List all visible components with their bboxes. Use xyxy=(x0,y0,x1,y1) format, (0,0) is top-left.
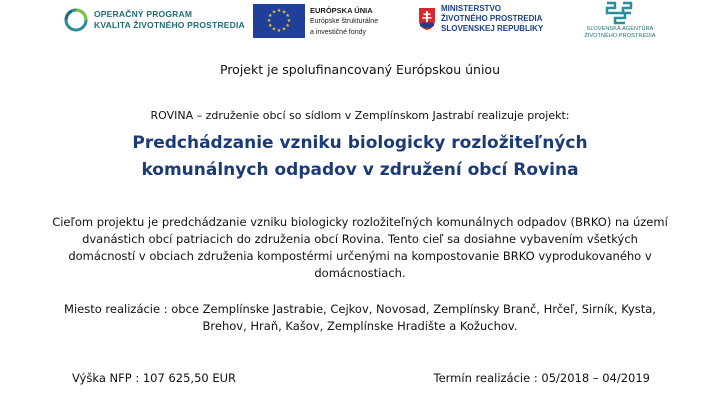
svg-text:★: ★ xyxy=(276,8,282,14)
sazp-icon xyxy=(603,0,637,26)
project-title: Predchádzanie vzniku biologicky rozložiteľných komunálnych odpadov v združení obcí Rovina xyxy=(132,133,588,180)
ministry-line3: SLOVENSKEJ REPUBLIKY xyxy=(441,24,544,33)
logo-bar xyxy=(0,0,720,48)
svg-text:★: ★ xyxy=(268,23,273,29)
realization-term: Termín realizácie : 05/2018 – 04/2019 xyxy=(433,371,650,385)
op-kzp-icon xyxy=(64,8,88,32)
svg-text:★: ★ xyxy=(276,28,282,34)
project-goal-paragraph: Cieľom projektu je predchádzanie vzniku biologicky rozložiteľných komunálnych odpadov (BRKO) na území dvanástich obcí patriacich do združenia obcí Rovina. Tento cieľ sa dosiahne vybavením všetkých domácností v obciach združenia kompostérmi určenými na kompostovanie BRKO vyprodukovaného v domácnostiach. xyxy=(52,215,668,280)
intro-line: ROVINA – združenie obcí so sídlom v Zemplínskom Jastrabí realizuje projekt: xyxy=(150,109,570,122)
ministry-line1: MINISTERSTVO xyxy=(441,4,502,13)
ministry-line2: ŽIVOTNÉHO PROSTREDIA xyxy=(441,14,543,23)
sazp-line2: ŽIVOTNÉHO PROSTREDIA xyxy=(584,32,656,39)
svg-text:★: ★ xyxy=(285,13,290,19)
eu-text xyxy=(310,5,378,38)
svg-text:★: ★ xyxy=(281,9,287,16)
eu-flag-icon xyxy=(253,4,305,38)
svg-text:★: ★ xyxy=(266,18,272,24)
ministry-text xyxy=(441,4,543,34)
sazp-line1: SLOVENSKÁ AGENTÚRA xyxy=(586,26,654,32)
eu-logo xyxy=(253,4,378,38)
op-line1: OPERAČNÝ PROGRAM xyxy=(94,9,193,19)
svg-text:★: ★ xyxy=(271,26,277,33)
op-line2: KVALITA ŽIVOTNÉHO PROSTREDIA xyxy=(94,20,245,30)
cofinancing-statement: Projekt je spolufinancovaný Európskou úniou xyxy=(220,62,500,77)
svg-text:★: ★ xyxy=(268,13,273,19)
svg-text:★: ★ xyxy=(285,23,290,29)
location-paragraph: Miesto realizácie : obce Zemplínske Jastrabie, Cejkov, Novosad, Zemplínsky Branč, Hrčeľ, Sirník, Kysta, Brehov, Hraň, Kašov, Zemplínske Hradište a Kožuchov. xyxy=(64,302,656,333)
op-kzp-logo xyxy=(64,8,245,32)
funding-amount: Výška NFP : 107 625,50 EUR xyxy=(72,371,237,385)
eu-line2: Európske štrukturálne xyxy=(310,17,379,25)
eu-line1: EURÓPSKA ÚNIA xyxy=(310,5,373,15)
sazp-logo xyxy=(570,0,670,39)
slovak-coat-of-arms-icon xyxy=(418,7,436,31)
sazp-text xyxy=(584,26,655,39)
svg-text:★: ★ xyxy=(271,9,277,16)
op-kzp-text xyxy=(94,9,245,31)
svg-text:★: ★ xyxy=(286,18,292,24)
svg-text:★: ★ xyxy=(281,26,287,33)
eu-line3: a investičné fondy xyxy=(310,28,367,36)
ministry-logo xyxy=(418,4,543,34)
